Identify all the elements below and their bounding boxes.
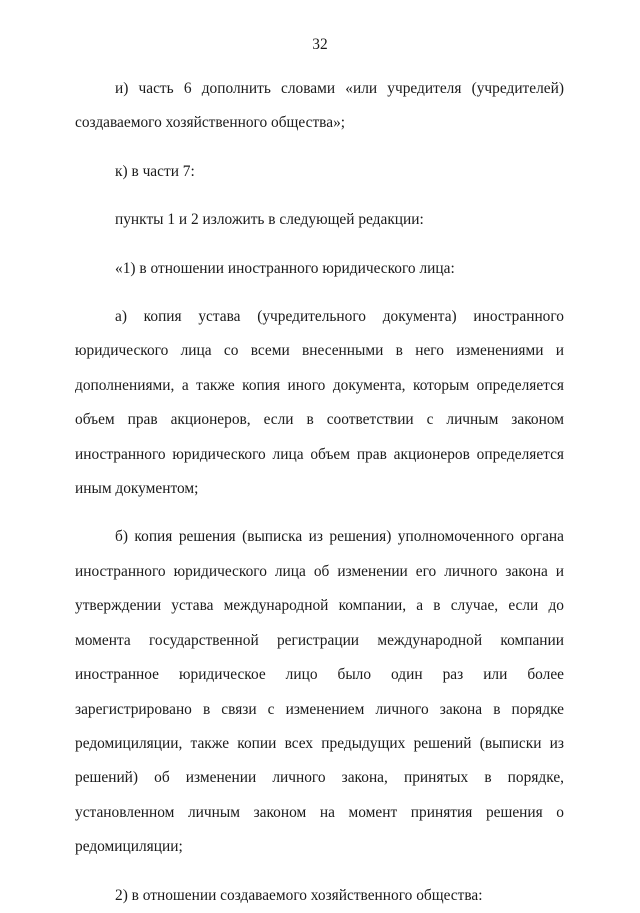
document-body xyxy=(75,72,564,913)
paragraph-subitem-a: а) копия устава (учредительного документа) иностранного юридического лица со всеми внесенными в него изменениями и дополнениями, а также копия иного документа, которым определяется объем прав акционеров, если в соответствии с личным законом иностранного юридического лица объем прав акционеров определяется иным документом; xyxy=(75,308,564,498)
paragraph-amendment-i: и) часть 6 дополнить словами «или учредителя (учредителей) создаваемого хозяйственного общества»; xyxy=(75,80,564,132)
paragraph-amendment-k: к) в части 7: xyxy=(115,162,195,180)
paragraph-item-2: 2) в отношении создаваемого хозяйственного общества: xyxy=(115,886,483,904)
page-number: 32 xyxy=(312,36,328,53)
paragraph-item-1: «1) в отношении иностранного юридического лица: xyxy=(115,259,455,277)
paragraph-subitem-b: б) копия решения (выписка из решения) уполномоченного органа иностранного юридического лица об изменении его личного закона и утверждении устава международной компании, а в случае, если до момента государственной регистрации международной компании иностранное юридическое лицо было один раз или более зарегистрировано в связи с изменением личного закона в порядке редомициляции, также копии всех предыдущих решений (выписки из решений) об изменении личного закона, принятых в порядке, установленном личным законом на момент принятия решения о редомициляции; xyxy=(75,528,564,856)
paragraph-items-intro: пункты 1 и 2 изложить в следующей редакции: xyxy=(115,211,424,229)
